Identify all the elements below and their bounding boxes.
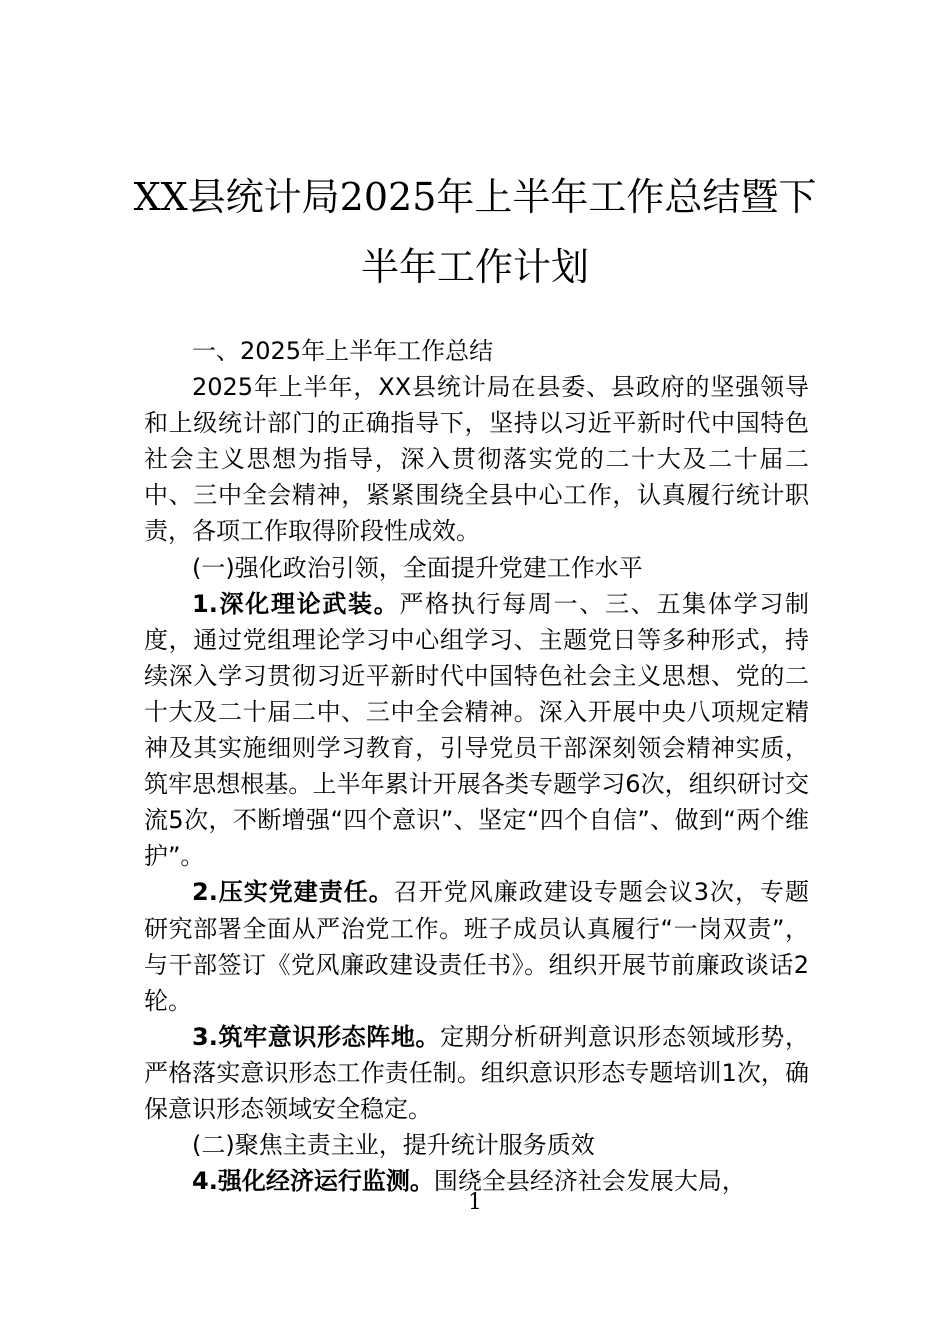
subsection-heading-2: (二)聚焦主责主业，提升统计服务质效 — [192, 1131, 595, 1160]
item-2-text: 召开党风廉政建设专题会议3次，专题研究部署全面从严治党工作。班子成员认真履行“一岗双责”，与干部签订《党风廉政建设责任书》。组织开展节前廉政谈话2轮。 — [144, 878, 809, 1015]
document-title-line-1: XX县统计局2025年上半年工作总结暨下 — [133, 175, 817, 219]
item-4-label: 4.强化经济运行监测。 — [192, 1167, 434, 1196]
intro-paragraph: 2025年上半年，XX县统计局在县委、县政府的坚强领导和上级统计部门的正确指导下，坚持以习近平新时代中国特色社会主义思想为指导，深入贯彻落实党的二十大及二十届二中、三中全会精神，紧紧围绕全县中心工作，认真履行统计职责，各项工作取得阶段性成效。 — [144, 373, 809, 546]
item-3-text: 定期分析研判意识形态领域形势，严格落实意识形态工作责任制。组织意识形态专题培训1次，确保意识形态领域安全稳定。 — [144, 1022, 809, 1123]
subsection-heading-1: (一)强化政治引领，全面提升党建工作水平 — [192, 553, 643, 582]
section-heading-1: 一、2025年上半年工作总结 — [192, 337, 494, 365]
item-4-text: 围绕全县经济社会发展大局， — [433, 1167, 746, 1196]
document-title-line-2: 半年工作计划 — [360, 245, 589, 289]
item-3-label: 3.筑牢意识形态阵地。 — [192, 1022, 441, 1051]
paragraph-item-3 — [144, 1019, 809, 1127]
item-2-label: 2.压实党建责任。 — [192, 878, 394, 907]
item-1-label: 1.深化理论武装。 — [192, 589, 400, 618]
paragraph-item-2 — [144, 874, 809, 1018]
document-body — [144, 333, 809, 1199]
item-1-text: 严格执行每周一、三、五集体学习制度，通过党组理论学习中心组学习、主题党日等多种形式，持续深入学习贯彻习近平新时代中国特色社会主义思想、党的二十大及二十届二中、三中全会精神。深入开展中央八项规定精神及其实施细则学习教育，引导党员干部深刻领会精神实质，筑牢思想根基。上半年累计开展各类专题学习6次，组织研讨交流5次，不断增强“四个意识”、坚定“四个自信”、做到“两个维护”。 — [144, 589, 809, 871]
page-number: 1 — [468, 1190, 482, 1215]
paragraph-item-1 — [144, 586, 809, 875]
